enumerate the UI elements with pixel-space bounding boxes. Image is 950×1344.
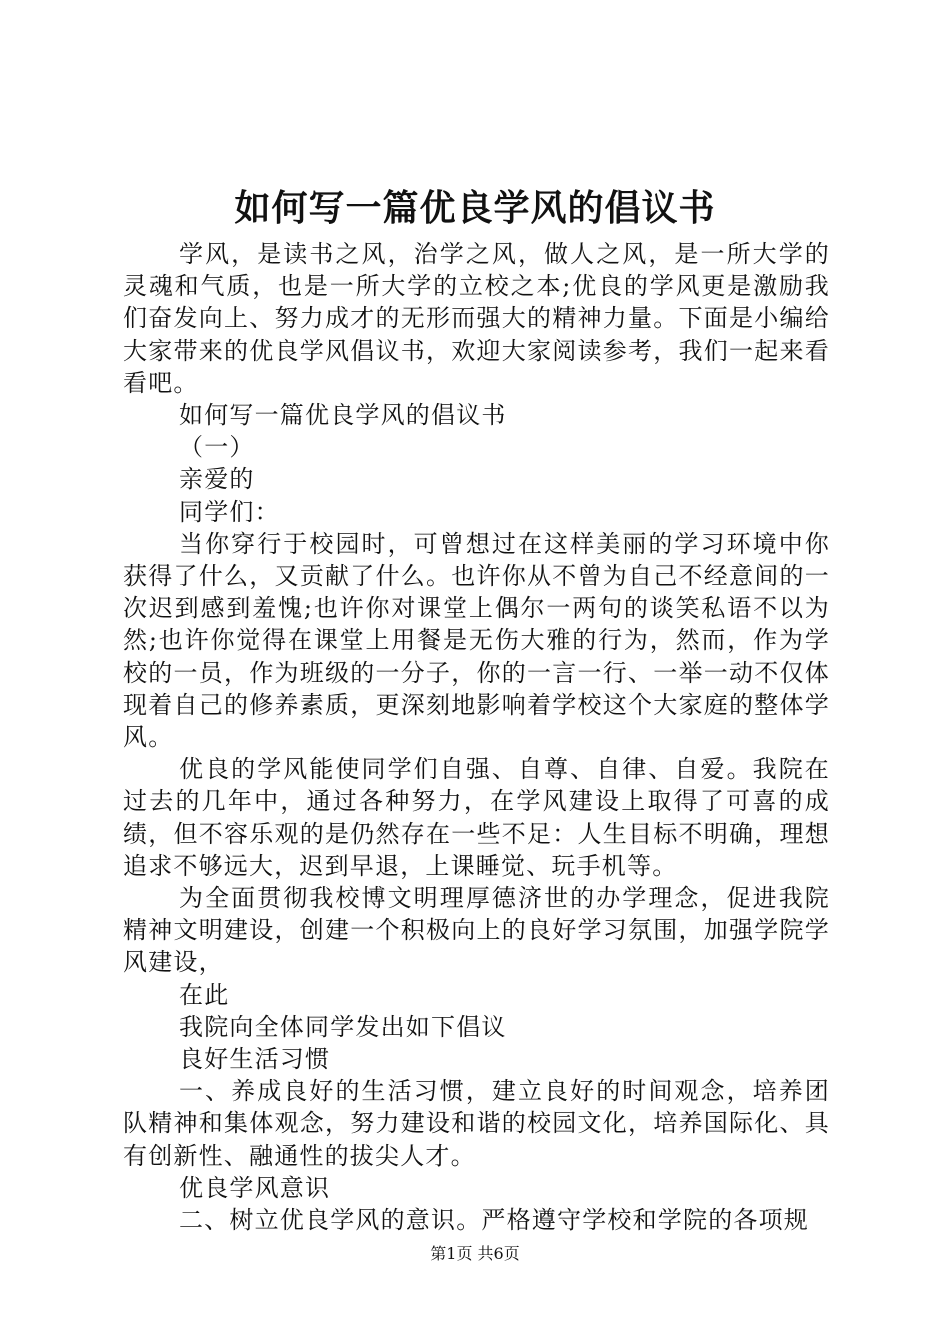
paragraph-subtitle: 如何写一篇优良学风的倡议书 [179, 401, 507, 430]
paragraph-item-1: 一、养成良好的生活习惯，建立良好的时间观念，培养团队精神和集体观念，努力建设和谐的校园文化，培养国际化、具有创新性、融通性的拔尖人才。 [123, 1077, 830, 1170]
paragraph-body-1: 当你穿行于校园时，可曾想过在这样美丽的学习环境中你获得了什么，又贡献了什么。也许你从不曾为自己不经意间的一次迟到感到羞愧;也许你对课堂上偶尔一两句的谈笑私语不以为然;也许你觉得在课堂上用餐是无伤大雅的行为，然而，作为学校的一员，作为班级的一分子，你的一言一行、一举一动不仅体现着自己的修养素质，更深刻地影响着学校这个大家庭的整体学风。 [123, 529, 830, 752]
paragraph-intro: 学风，是读书之风，治学之风，做人之风，是一所大学的灵魂和气质，也是一所大学的立校之本;优良的学风更是激励我们奋发向上、努力成才的无形而强大的精神力量。下面是小编给大家带来的优良学风倡议书，欢迎大家阅读参考，我们一起来看看吧。 [123, 240, 830, 397]
paragraph-salutation-1: 亲爱的 [179, 465, 255, 494]
document-title: 如何写一篇优良学风的倡议书 [234, 187, 716, 229]
paragraph-section-number: （一） [179, 433, 255, 462]
paragraph-proposal: 我院向全体同学发出如下倡议 [179, 1012, 507, 1041]
paragraph-body-2: 优良的学风能使同学们自强、自尊、自律、自爱。我院在过去的几年中，通过各种努力，在学风建设上取得了可喜的成绩，但不容乐观的是仍然存在一些不足：人生目标不明确，理想追求不够远大，迟到早退，上课睡觉、玩手机等。 [123, 755, 830, 880]
paragraph-here: 在此 [179, 980, 230, 1009]
heading-study-awareness: 优良学风意识 [179, 1173, 331, 1202]
paragraph-body-3: 为全面贯彻我校博文明理厚德济世的办学理念，促进我院精神文明建设，创建一个积极向上的良好学习氛围，加强学院学风建设， [123, 884, 830, 977]
paragraph-item-2: 二、树立优良学风的意识。严格遵守学校和学院的各项规 [179, 1206, 809, 1235]
heading-living-habits: 良好生活习惯 [179, 1045, 331, 1074]
page-footer: 第1页 共6页 [430, 1244, 520, 1263]
paragraph-salutation-2: 同学们： [179, 497, 280, 526]
document-body [123, 238, 830, 1236]
